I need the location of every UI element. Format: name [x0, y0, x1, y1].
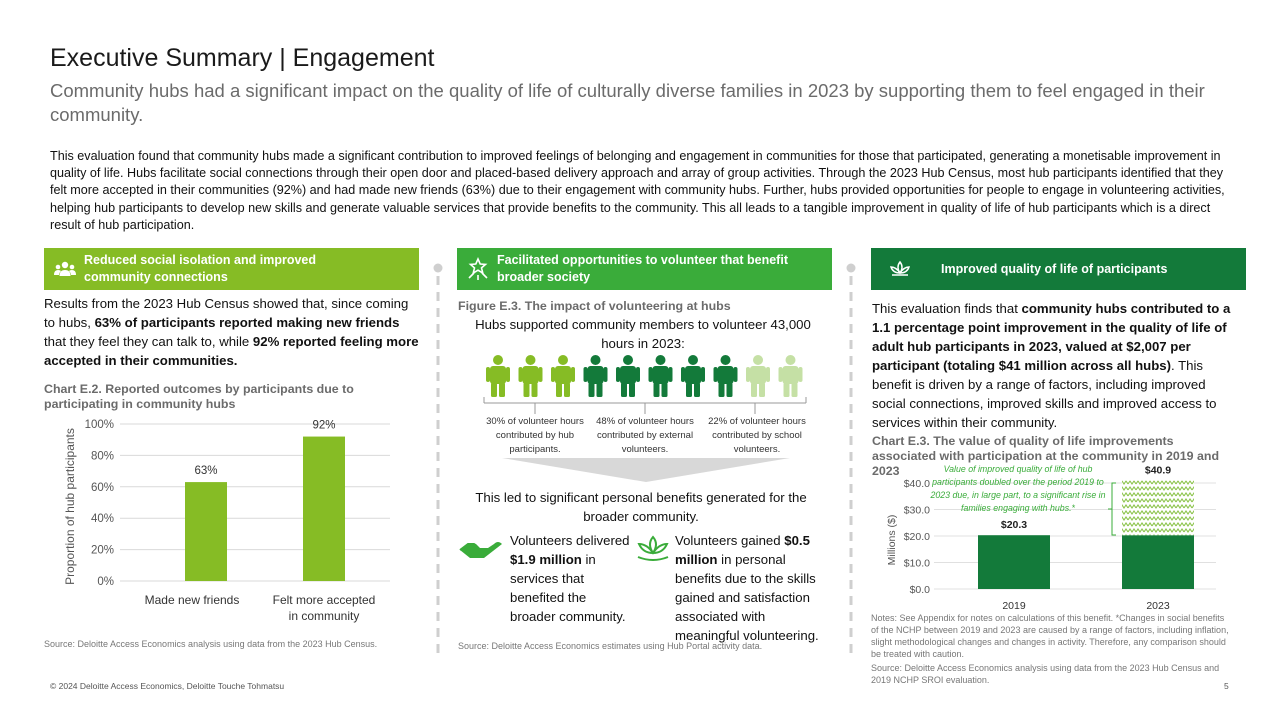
y-tick-label: $10.0: [903, 557, 930, 570]
x-tick-label: Made new friends: [144, 593, 240, 607]
banner-label: Facilitated opportunities to volunteer that benefit broader society: [497, 253, 788, 284]
person-icon: [616, 355, 640, 397]
x-tick-label: Felt more accepted: [272, 593, 376, 607]
y-tick-label: $20.0: [903, 531, 930, 543]
bar-segment: [1122, 481, 1194, 536]
bar-segment: [1122, 535, 1194, 589]
footer-copyright: © 2024 Deloitte Access Economics, Deloitte Touche Tohmatsu: [50, 681, 285, 691]
column-divider: [845, 262, 857, 658]
col1-source: Source: Deloitte Access Economics analysis using data from the 2023 Hub Census.: [44, 639, 378, 649]
column-divider: [432, 262, 444, 658]
y-tick-label: 0%: [97, 576, 114, 588]
col3-notes: Notes: See Appendix for notes on calculations of this benefit. *Changes in social benefits of the NCHP between 2019 and 2023 are caused by a range of factors, including inflation, slight methodological changes and changes in activity. Therefore, any comparison should be treated with caution.: [871, 613, 1229, 659]
data-label: 63%: [194, 465, 218, 478]
banner-label: Reduced social isolation and improved community connections: [84, 253, 316, 284]
benefit-personal: Volunteers gained $0.5 million in personal benefits due to the skills gained and satisfaction associated with meaningful volunteering.: [675, 533, 819, 643]
people-group-icon: [52, 256, 78, 282]
x-tick-label: in community: [288, 609, 360, 623]
data-label: 92%: [312, 419, 336, 432]
chart-e3-title: Chart E.3. The value of quality of life improvements associated with participation at the community in 2019 and 2023: [872, 434, 1220, 478]
y-axis-label: Millions ($): [886, 514, 898, 566]
y-tick-label: 60%: [90, 481, 114, 494]
page-number: 5: [1224, 681, 1229, 691]
person-icon: [681, 355, 705, 397]
hand-giving-icon: [458, 534, 504, 564]
chart-e2: [44, 412, 424, 630]
social-isolation-text: Results from the 2023 Hub Census showed that, since coming to hubs, 63% of participants reported making new friends that they feel they can talk to, while 92% reported feeling more accepted in their communities.: [44, 296, 419, 368]
volunteer-star-icon: [465, 256, 491, 282]
lotus-icon: [634, 534, 672, 564]
volunteer-lead: Hubs supported community members to volunteer 43,000 hours in 2023:: [475, 317, 811, 351]
intro-paragraph: This evaluation found that community hubs made a significant contribution to improved feelings of belonging and engagement in communities for those that participated, generating a monetisable improvement in quality of life. Hubs facilitate social connections through their open door and placed-based delivery approach and array of group activities. Through the 2023 Hub Census, most hub participants identified that they felt more accepted in their communities (92%) and had made new friends (63%) due to their engagement with community hubs. Further, hubs provided opportunities for people to engage in volunteering activities, helping hub participants to develop new skills and generate valuable services that provide benefits to the community. This all leads to a tangible improvement in quality of life of hub participants which is a direct result of hub participation.: [50, 149, 1225, 232]
volunteer-group-label: 22% of volunteer hours contributed by school volunteers.: [708, 416, 806, 455]
person-icon: [746, 355, 770, 397]
benefits-lead: This led to significant personal benefits generated for the broader community.: [475, 490, 807, 524]
y-tick-label: $40.0: [903, 478, 930, 490]
y-tick-label: 100%: [84, 419, 114, 431]
person-icon: [649, 355, 673, 397]
bar: [185, 482, 227, 581]
y-tick-label: 40%: [90, 513, 114, 526]
volunteer-group-label: 48% of volunteer hours contributed by external volunteers.: [596, 416, 694, 455]
data-label: $20.3: [1000, 519, 1028, 532]
y-axis-label: Proportion of hub participants: [63, 428, 77, 585]
person-icon: [519, 355, 543, 397]
down-arrow: [502, 458, 790, 482]
benefit-services: Volunteers delivered $1.9 million in services that benefited the broader community.: [510, 533, 630, 624]
data-label: $40.9: [1144, 464, 1172, 477]
person-icon: [551, 355, 575, 397]
page-subtitle: Community hubs had a significant impact on the quality of life of culturally diverse families in 2023 by supporting them to feel engaged in their community.: [50, 80, 1205, 125]
chart-e2-title: Chart E.2. Reported outcomes by participants due to participating in community hubs: [44, 382, 354, 411]
y-tick-label: $30.0: [903, 504, 930, 517]
lotus-icon: [887, 256, 913, 282]
person-icon: [584, 355, 608, 397]
banner-volunteer: [457, 248, 832, 290]
banner-label: Improved quality of life of participants: [941, 261, 1168, 276]
banner-quality-of-life: [871, 248, 1246, 290]
col3-source: Source: Deloitte Access Economics analysis using data from the 2023 Hub Census and 2019 NCHP SROI evaluation.: [871, 663, 1220, 685]
y-tick-label: 20%: [90, 544, 114, 557]
banner-social-isolation: [44, 248, 419, 290]
bar: [303, 437, 345, 581]
person-icon: [486, 355, 510, 397]
person-icon: [779, 355, 803, 397]
quality-of-life-text: This evaluation finds that community hubs contributed to a 1.1 percentage point improvement in the quality of life of adult hub participants in 2023, valued at $2,007 per participant (totaling $41 million across all hubs). This benefit is driven by a range of factors, including improved social connections, improved skills and improved access to services within their community.: [872, 301, 1231, 430]
figure-e3-title: Figure E.3. The impact of volunteering at hubs: [458, 299, 731, 313]
volunteer-group-label: 30% of volunteer hours contributed by hub participants.: [486, 416, 584, 455]
x-tick-label: 2019: [1002, 600, 1026, 612]
chart-annotation: Value of improved quality of life of hub participants doubled over the period 2019 to 2023 due, in large part, to a significant rise in families engaging with hubs.*: [930, 464, 1106, 513]
page-title: Executive Summary | Engagement: [50, 44, 435, 72]
x-tick-label: 2023: [1146, 600, 1170, 612]
y-tick-label: $0.0: [909, 584, 930, 596]
col2-source: Source: Deloitte Access Economics estimates using Hub Portal activity data.: [458, 641, 763, 651]
y-tick-label: 80%: [90, 450, 114, 463]
person-icon: [714, 355, 738, 397]
bar-segment: [978, 535, 1050, 589]
